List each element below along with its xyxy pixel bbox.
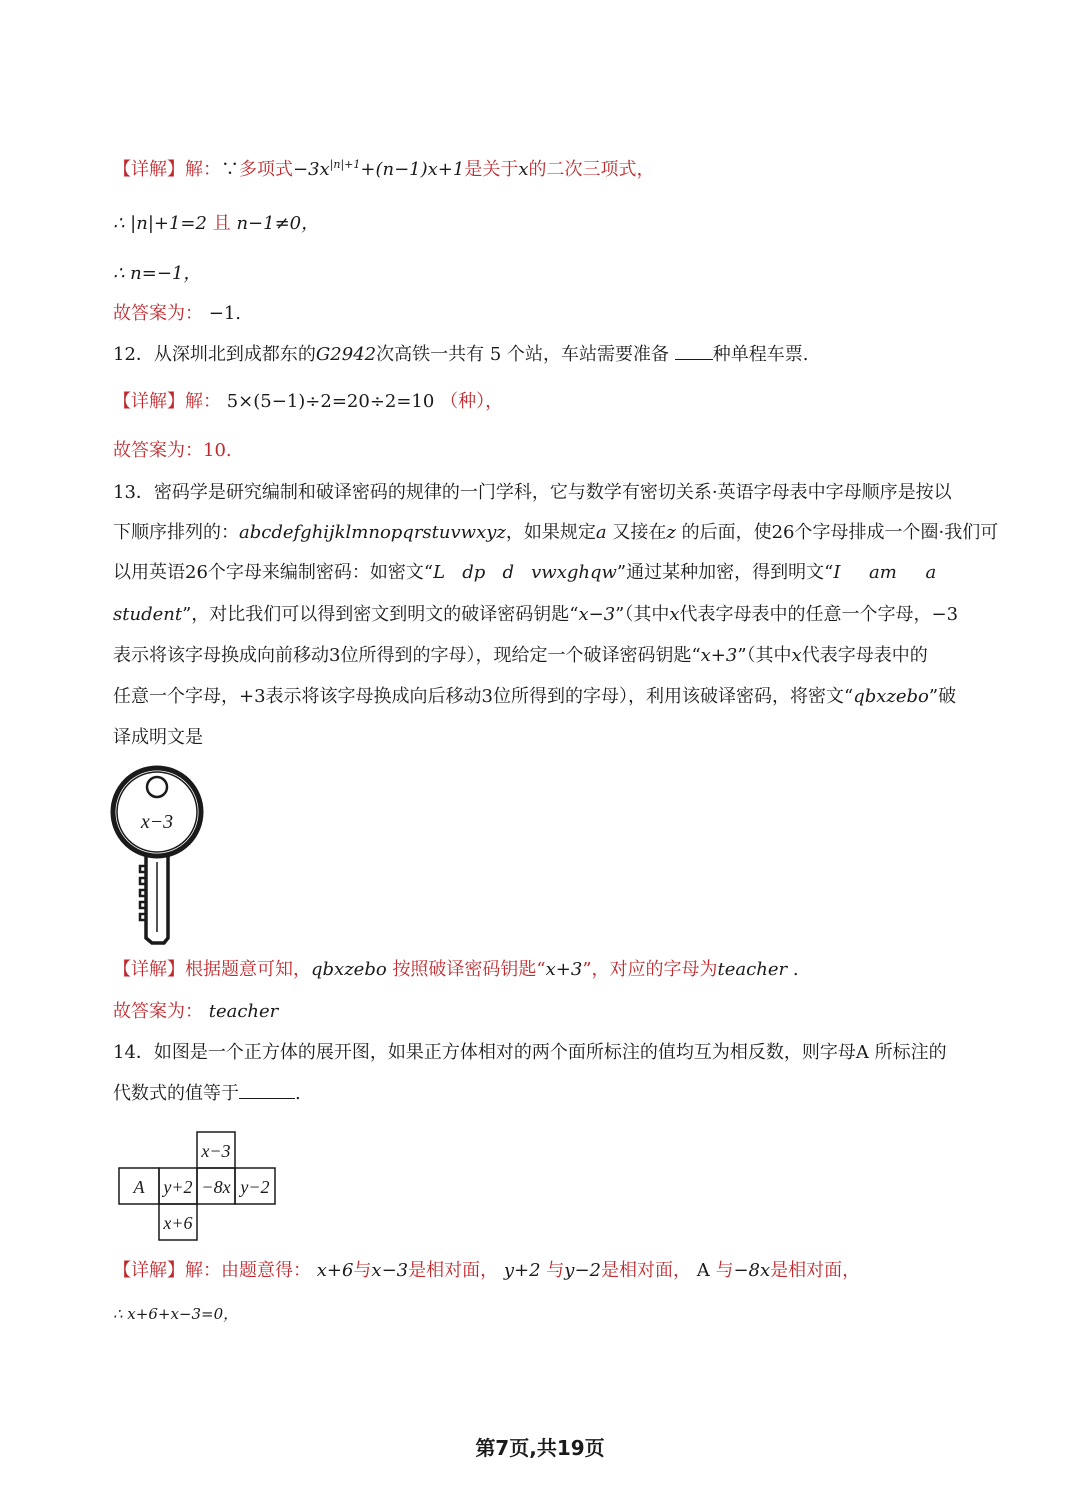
question-text-b: 次高铁一共有 5 个站，车站需要准备 [376, 344, 669, 365]
answer-label: 故答案为： [113, 1001, 203, 1022]
with-word: 与 [353, 1260, 372, 1281]
text: ”通过某种加密，得到明文“ [616, 562, 834, 583]
q13-p1 [113, 481, 952, 505]
text: ”，对比我们可以得到密文到明文的破译密码钥匙“ [182, 604, 579, 625]
q14-p2 [113, 1082, 301, 1106]
q13-p6 [113, 685, 956, 709]
answer-blank [239, 1082, 295, 1099]
question-number: 14． [113, 1042, 154, 1063]
net-label-y-plus: y+2 [163, 1177, 193, 1197]
expr-a: A [696, 1260, 710, 1281]
text: 以用英语26个字母来编制密码：如密文“ [113, 562, 434, 583]
ciphertext-example: L dp d vwxghqw [433, 562, 617, 583]
net-label-y-minus: y−2 [240, 1177, 270, 1197]
opposite-word: 是相对面， [600, 1260, 691, 1281]
text: 代表字母表中的 [801, 645, 928, 666]
net-label-top: x−3 [201, 1141, 231, 1161]
and-word: 且 [212, 213, 231, 234]
q12-detail [113, 390, 503, 414]
answer-label: 故答案为： [113, 303, 203, 324]
q14-equation: ∴ x+6+x−3=0， [113, 1305, 239, 1323]
net-label-a: A [133, 1177, 145, 1197]
text: ，如果规定 [505, 522, 596, 543]
polynomial-rest: +(n−1)x+1 [360, 159, 465, 180]
text: 代表字母表中的任意一个字母，−3 [679, 604, 959, 625]
equation-abs: ∴ |n|+1=2 [113, 213, 207, 234]
q13-p3 [113, 561, 936, 585]
answer-value: −1. [208, 303, 241, 324]
opposite-word: 是相对面， [770, 1260, 861, 1281]
equation-neq: n−1≠0， [236, 213, 320, 234]
ciphertext-question: qbxzebo [853, 686, 929, 707]
q13-answer [113, 1000, 278, 1024]
solution-word: 解： [185, 1260, 221, 1281]
polynomial-word: 多项式 [239, 159, 293, 180]
answer-value: teacher [208, 1001, 279, 1022]
text: 下顺序排列的： [113, 522, 239, 543]
question-number: 12． [113, 344, 154, 365]
polynomial-term: $-3x^{|n|+1}$ [293, 158, 361, 180]
q13-detail [113, 958, 799, 982]
trinomial-word: 的二次三项式， [528, 159, 655, 180]
net-label-neg8x: −8x [201, 1177, 231, 1197]
period: . [792, 959, 799, 980]
q11-detail-line2 [113, 212, 319, 236]
expr-neg8x: −8x [733, 1260, 771, 1281]
detail-tag: 【详解】 [113, 159, 185, 180]
answer-word: teacher [717, 959, 788, 980]
q13-p7: 译成明文是 [113, 727, 203, 748]
plaintext-example: I am a [833, 562, 937, 583]
question-text: 密码学是研究编制和破译密码的规律的一门学科，它与数学有密切关系·英语字母表中字母顺序是按以 [153, 482, 952, 503]
because-symbol: ∵ [221, 159, 239, 180]
key-minus3: x−3 [578, 604, 616, 625]
page-footer: 第7页,共19页 [475, 1436, 605, 1460]
detail-text: ”，对应的字母为 [582, 959, 718, 980]
q13-p5 [113, 644, 928, 668]
question-text-a: 从深圳北到成都东的 [153, 344, 316, 365]
letter-z: z [666, 522, 676, 543]
question-text: 代数式的值等于 [113, 1083, 239, 1104]
q14-detail [113, 1259, 860, 1283]
q12-answer: 故答案为：10. [113, 440, 232, 461]
key-figure [108, 762, 212, 946]
text: 任意一个字母，+3表示将该字母换成向后移动3位所得到的字母），利用该破译密码，将密文“ [113, 686, 854, 707]
text: 表示将该字母换成向前移动3位所得到的字母），现给定一个破译密码钥匙“ [113, 645, 701, 666]
q11-answer [113, 302, 241, 326]
detail-text: 按照破译密码钥匙“ [392, 959, 546, 980]
variable-x: x [791, 645, 802, 666]
key-plus3: x+3 [700, 645, 738, 666]
solution-expression: 5×(5−1)÷2=20÷2=10 [226, 391, 435, 412]
q13-p4 [113, 603, 958, 627]
cube-net-figure [118, 1131, 278, 1241]
text: 又接在 [612, 522, 667, 543]
detail-text: 根据题意可知， [185, 959, 311, 980]
expr-y-minus-2: y−2 [564, 1260, 601, 1281]
net-label-bottom: x+6 [163, 1213, 193, 1233]
plaintext-student: student [113, 604, 183, 625]
key-label: x−3 [140, 811, 174, 833]
ciphertext-question: qbxzebo [311, 959, 387, 980]
q11-detail-line1 [113, 158, 655, 182]
variable-x: x [669, 604, 680, 625]
variable-x: x [518, 159, 529, 180]
detail-text: 由题意得： [221, 1260, 311, 1281]
expr-x-plus-6: x+6 [316, 1260, 354, 1281]
detail-tag: 【详解】 [113, 1260, 185, 1281]
solution-word: 解： [185, 391, 221, 412]
q14-p1 [113, 1041, 947, 1065]
text: 的后面，使26个字母排成一个圈·我们可 [681, 522, 999, 543]
text: ”（其中 [737, 645, 792, 666]
q11-detail-line3: ∴ n=−1， [113, 263, 202, 284]
question-number: 13． [113, 482, 154, 503]
question-text-c: 种单程车票. [712, 344, 809, 365]
expr-y-plus-2: y+2 [503, 1260, 541, 1281]
key-hole [147, 777, 167, 797]
period: . [295, 1083, 301, 1104]
expr-x-minus-3: x−3 [371, 1260, 409, 1281]
train-number: G2942 [315, 344, 377, 365]
solution-word: 解： [185, 159, 221, 180]
text: ”（其中 [615, 604, 670, 625]
detail-tag: 【详解】 [113, 959, 185, 980]
letter-a: a [595, 522, 607, 543]
q12-question [113, 343, 808, 367]
q13-p2 [113, 521, 998, 545]
with-word: 与 [546, 1260, 565, 1281]
question-text: 如图是一个正方体的展开图，如果正方体相对的两个面所标注的值均互为相反数，则字母A 所标注的 [153, 1042, 947, 1063]
opposite-word: 是相对面， [408, 1260, 499, 1281]
answer-blank [675, 343, 713, 360]
solution-unit: （种）， [440, 391, 504, 412]
with-word: 与 [715, 1260, 734, 1281]
key-plus3: x+3 [545, 959, 583, 980]
alphabet: abcdefghijklmnopqrstuvwxyz [239, 522, 506, 543]
detail-tag: 【详解】 [113, 391, 185, 412]
about-word: 是关于 [464, 159, 519, 180]
text: ”破 [928, 686, 957, 707]
